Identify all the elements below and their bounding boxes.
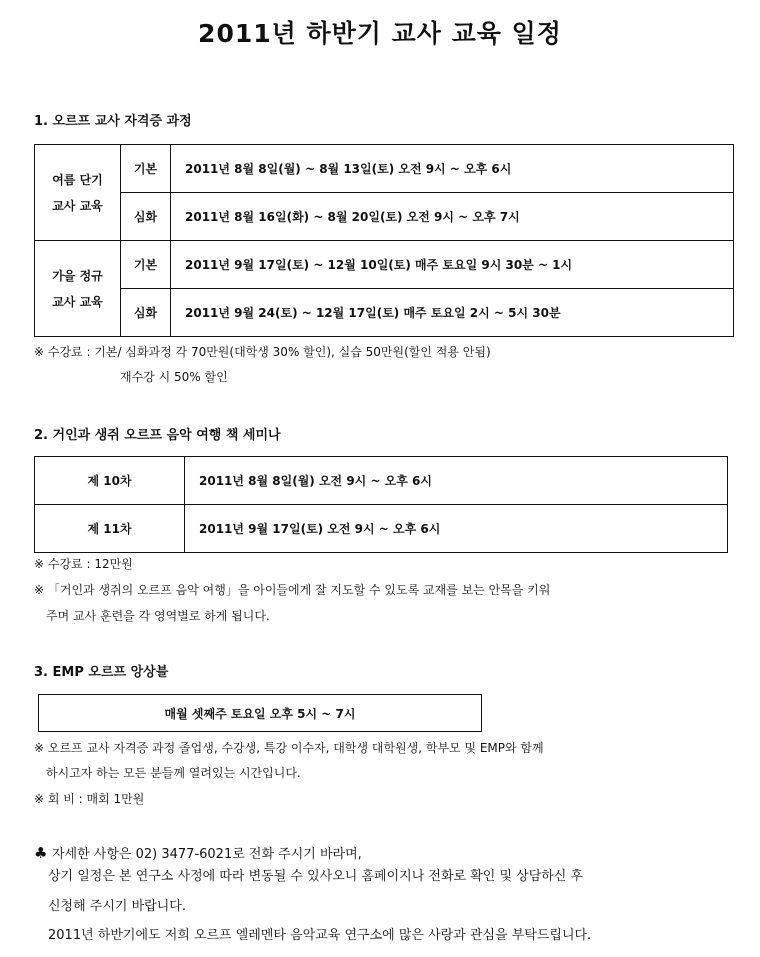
group-name-autumn: 가을 정규 교사 교육 (35, 241, 121, 337)
section3-audience-note-cont: 하시고자 하는 모든 분들께 열려있는 시간입니다. (46, 766, 301, 780)
section2-desc-note: ※ 「거인과 생쥐의 오르프 음악 여행」을 아이들에게 잘 지도할 수 있도록 교재를 보는 안목을 키워 (34, 583, 551, 597)
level-cell: 기본 (121, 241, 171, 289)
table-row (35, 505, 728, 553)
footer-line-3: 신청해 주시기 바랍니다. (48, 899, 186, 914)
section1-fee-note: ※ 수강료 : 기본/ 심화과정 각 70만원(대학생 30% 할인), 실습 50만원(할인 적용 안됨) (34, 345, 491, 359)
section2-heading: 2. 거인과 생쥐 오르프 음악 여행 책 세미나 (34, 428, 281, 443)
section2-desc-note-cont: 주며 교사 훈련을 각 영역별로 하게 됩니다. (46, 609, 270, 623)
section3-schedule: 매월 셋째주 토요일 오후 5시 ~ 7시 (164, 706, 356, 721)
level-cell: 기본 (121, 145, 171, 193)
section3-audience-note: ※ 오르프 교사 자격증 과정 졸업생, 수강생, 특강 이수자, 대학생 대학원생, 학부모 및 EMP와 함께 (34, 741, 544, 755)
schedule-cell: 2011년 9월 17일(토) ~ 12월 10일(토) 매주 토요일 9시 30분 ~ 1시 (171, 241, 734, 289)
section1-heading: 1. 오르프 교사 자격증 과정 (34, 114, 192, 129)
schedule-cell: 2011년 8월 8일(월) ~ 8월 13일(토) 오전 9시 ~ 오후 6시 (171, 145, 734, 193)
session-cell: 제 11차 (35, 505, 185, 553)
section3-schedule-box (38, 694, 482, 732)
spade-icon: ♣ (34, 844, 48, 862)
section1-schedule-table (34, 144, 734, 337)
table-row (35, 457, 728, 505)
table-row (35, 145, 734, 193)
section1-retake-note: 재수강 시 50% 할인 (120, 370, 228, 384)
footer-line-1: ♣ 자세한 사항은 02) 3477-6021로 전화 주시기 바라며, (34, 844, 362, 862)
footer-line-2: 상기 일정은 본 연구소 사정에 따라 변동될 수 있사오니 홈페이지나 전화로 확인 및 상담하신 후 (48, 869, 584, 884)
section2-fee-note: ※ 수강료 : 12만원 (34, 557, 133, 571)
footer-line-4: 2011년 하반기에도 저희 오르프 엘레멘타 음악교육 연구소에 많은 사랑과 관심을 부탁드립니다. (48, 928, 592, 943)
page-title: 2011년 하반기 교사 교육 일정 (198, 19, 562, 48)
level-cell: 심화 (121, 289, 171, 337)
schedule-cell: 2011년 9월 24(토) ~ 12월 17일(토) 매주 토요일 2시 ~ 5시 30분 (171, 289, 734, 337)
table-row (35, 193, 734, 241)
level-cell: 심화 (121, 193, 171, 241)
table-row (35, 289, 734, 337)
table-row (35, 241, 734, 289)
section2-seminar-table (34, 456, 728, 553)
schedule-cell: 2011년 8월 16일(화) ~ 8월 20일(토) 오전 9시 ~ 오후 7시 (171, 193, 734, 241)
schedule-cell: 2011년 9월 17일(토) 오전 9시 ~ 오후 6시 (185, 505, 728, 553)
section3-heading: 3. EMP 오르프 앙상블 (34, 665, 169, 680)
section3-fee-note: ※ 회 비 : 매회 1만원 (34, 792, 145, 806)
schedule-cell: 2011년 8월 8일(월) 오전 9시 ~ 오후 6시 (185, 457, 728, 505)
group-name-summer: 여름 단기 교사 교육 (35, 145, 121, 241)
session-cell: 제 10차 (35, 457, 185, 505)
